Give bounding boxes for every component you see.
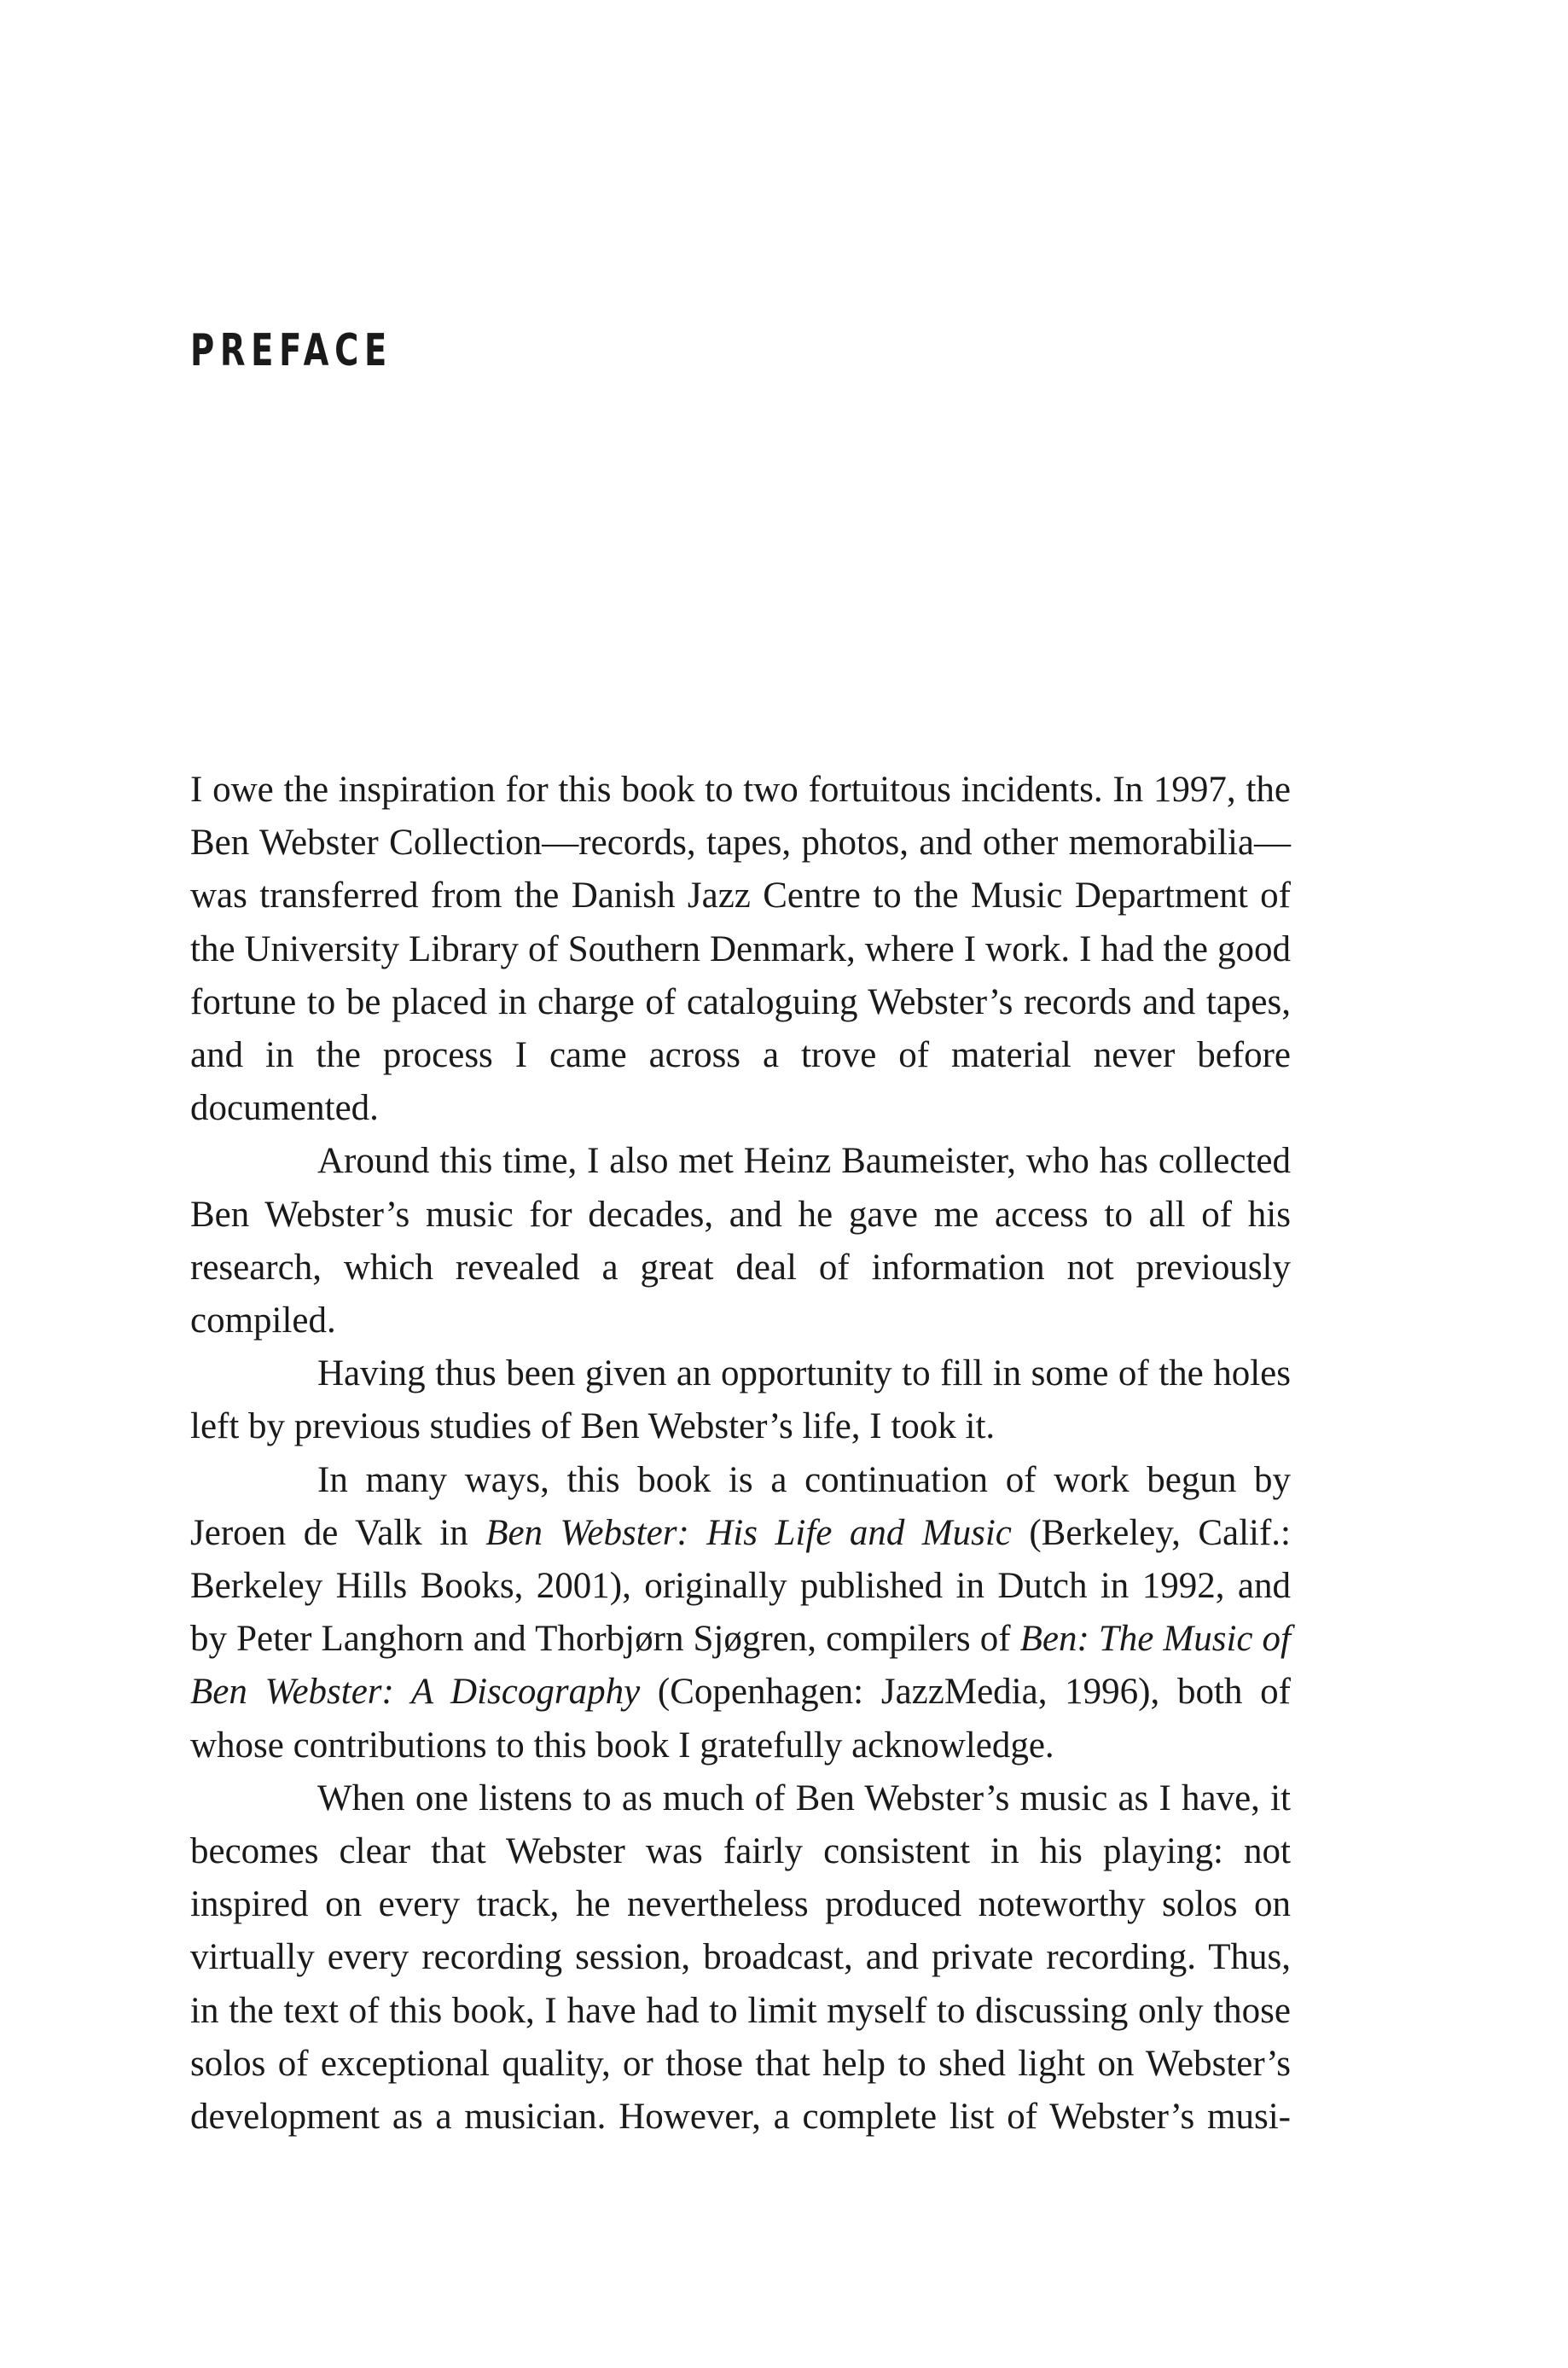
paragraph-4-text-a: In many ways, this book is a continuation of work begun by Jeroen de Valk in xyxy=(190,1459,1291,1553)
body-text xyxy=(190,764,1291,2144)
book-title-discography: Ben: The Music of Ben Webster: A Discography xyxy=(190,1619,1292,1713)
paragraph-4-text-c: (Copenhagen: JazzMedia, 1996), both of whose contributions to this book I gratefully acknowledge. xyxy=(190,1672,1291,1766)
paragraph-3: Having thus been given an opportunity to fill in some of the holes left by previous studies of Ben Webster’s life, I took it. xyxy=(190,1353,1291,1447)
paragraph-4-text-b: (Berkeley, Calif.: Berkeley Hills Books, 2001), originally published in Dutch in 1992, and by Peter Langhorn and Thorbjørn Sjøgren, compilers of xyxy=(190,1512,1291,1660)
chapter-heading: PREFACE xyxy=(190,325,392,376)
paragraph-2: Around this time, I also met Heinz Baumeister, who has collected Ben Webster’s music for decades, and he gave me access to all of his research, which revealed a great deal of information not previously compiled. xyxy=(190,1141,1291,1341)
paragraph-5: When one listens to as much of Ben Webster’s music as I have, it becomes clear that Webster was fairly consistent in his playing: not inspired on every track, he nevertheless produced noteworthy solos on virtually every recording session, broadcast, and private recording. Thus, in the text of this book, I have had to limit myself to discussing only those solos of exceptional quality, or those that help to shed light on Webster’s development as a musician. However, a complete list of Webster’s musi- xyxy=(190,1777,1291,2138)
paragraph-4 xyxy=(190,1454,1291,1772)
book-title-de-valk: Ben Webster: His Life and Music xyxy=(485,1512,1012,1553)
paragraph-1: I owe the inspiration for this book to two fortuitous incidents. In 1997, the Ben Webster Collection—records, tapes, photos, and other memorabilia—was transferred from the Danish Jazz Centre to the Music Department of the University Library of Southern Denmark, where I work. I had the good fortune to be placed in charge of cataloguing Webster’s records and tapes, and in the process I came across a trove of material never before documented. xyxy=(190,770,1291,1129)
